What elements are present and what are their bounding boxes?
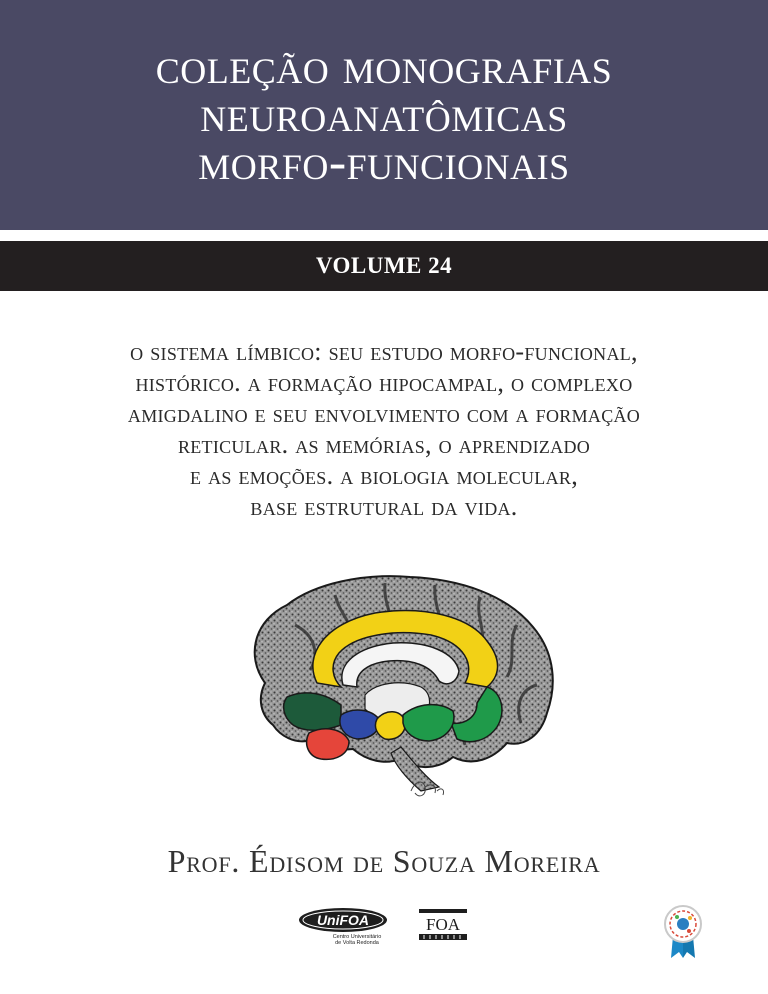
volume-label: VOLUME 24 <box>315 253 453 278</box>
subtitle-line-2: histórico. a formação hipocampal, o complexo <box>135 368 633 397</box>
volume-band <box>0 241 768 291</box>
collection-title-line-3: morfo-funcionais <box>198 134 570 191</box>
subtitle-line-6: base estrutural da vida. <box>250 492 518 521</box>
subtitle-line-5: e as emoções. a biologia molecular, <box>190 461 578 490</box>
unifoa-logo <box>297 906 389 946</box>
book-subtitle <box>40 336 728 522</box>
author-name: Prof. Édisom de Souza Moreira <box>167 843 601 879</box>
unifoa-logo-text: UniFOA <box>316 912 370 928</box>
olfactory-red <box>307 729 349 760</box>
limbic-system-brain-illustration <box>225 565 560 805</box>
subtitle-line-4: reticular. as memórias, o aprendizado <box>177 430 591 459</box>
collection-title-line-2: neuroanatômicas <box>200 86 568 143</box>
subtitle-line-1: o sistema límbico: seu estudo morfo-funcional, <box>130 337 638 366</box>
unifoa-caption-line-2: de Volta Redonda <box>335 940 379 946</box>
foa-logo-text: FOA <box>425 915 461 934</box>
amygdala-blue <box>340 710 379 739</box>
mammillary-yellow <box>375 712 405 740</box>
quality-seal-icon <box>663 904 703 960</box>
subtitle-line-3: amigdalino e seu envolvimento com a formação <box>127 399 641 428</box>
collection-title-line-1: coleção monografias <box>155 38 613 95</box>
foa-logo <box>418 908 468 942</box>
unifoa-caption-line-1: Centro Universitário <box>332 934 382 940</box>
collection-title-band <box>0 0 768 230</box>
